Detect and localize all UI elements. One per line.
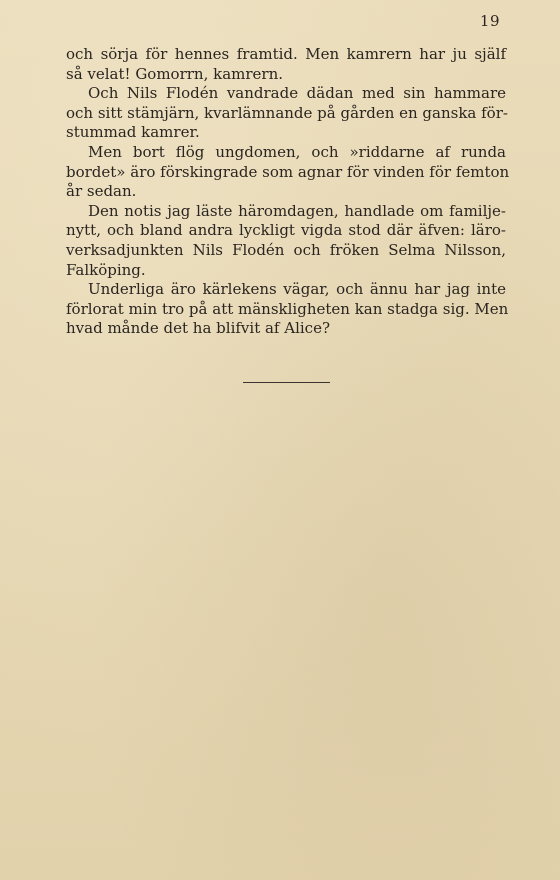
text-line: år sedan. (66, 182, 137, 201)
text-line: nytt, och bland andra lyckligt vigda stod där äfven: läro- (66, 221, 506, 240)
text-line: Underliga äro kärlekens vägar, och ännu har jag inte (88, 280, 506, 299)
text-line: och sörja för hennes framtid. Men kamrern har ju själf (66, 45, 506, 63)
text-line: bordet» äro förskingrade som agnar för vinden för femton (66, 162, 510, 181)
text-line: Och Nils Flodén vandrade dädan med sin hammare (88, 84, 506, 103)
text-line: förlorat min tro på att mänskligheten kan stadga sig. Men (66, 299, 509, 318)
section-separator (243, 382, 330, 383)
page-number: 19 (479, 12, 500, 30)
body-text (66, 45, 510, 339)
text-line: och sitt stämjärn, kvarlämnande på gården en ganska för- (66, 103, 508, 122)
text-line: stummad kamrer. (66, 123, 200, 142)
text-line: Den notis jag läste häromdagen, handlade om familje- (88, 201, 506, 220)
text-line: verksadjunkten Nils Flodén och fröken Selma Nilsson, (66, 240, 506, 259)
text-line: så velat! Gomorrn, kamrern. (66, 64, 284, 83)
text-line: hvad månde det ha blifvit af Alice? (66, 319, 330, 338)
text-line: Men bort flög ungdomen, och »riddarne af runda (88, 142, 506, 161)
text-line: Falköping. (66, 260, 146, 279)
